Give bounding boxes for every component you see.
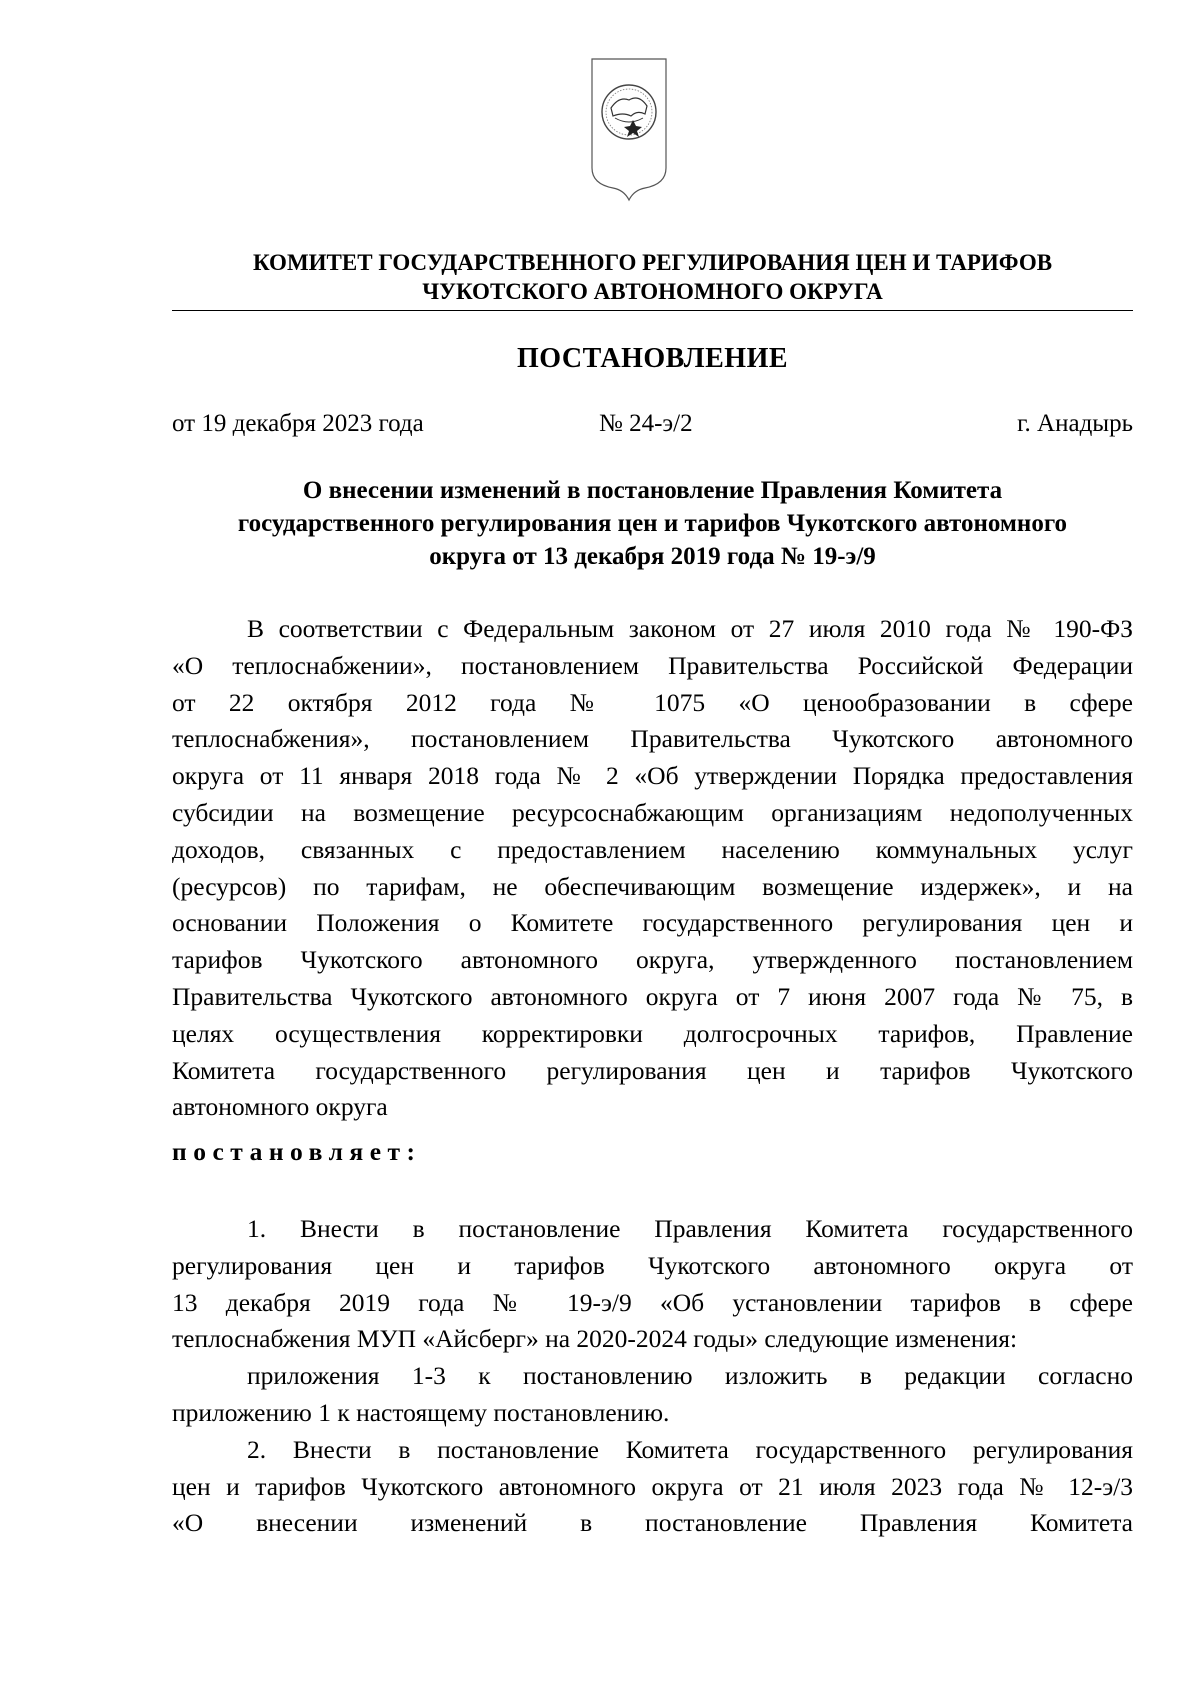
- title-line: О внесении изменений в постановление Правления Комитета: [302, 477, 1003, 504]
- text-line: регулирования цен и тарифов Чукотского автономного округа от: [172, 1250, 1133, 1280]
- text-line: «О внесении изменений в постановление Правления Комитета: [172, 1508, 1133, 1538]
- text-line: доходов, связанных с предоставлением населению коммунальных услуг: [172, 834, 1133, 864]
- authority-line-1: КОМИТЕТ ГОСУДАРСТВЕННОГО РЕГУЛИРОВАНИЯ ЦЕН И ТАРИФОВ: [252, 250, 1053, 275]
- document-meta: [172, 410, 1133, 442]
- text-line: приложению 1 к настоящему постановлению.: [172, 1397, 670, 1427]
- text-line: Правительства Чукотского автономного округа от 7 июня 2007 года № 75, в: [172, 981, 1133, 1011]
- text-line: приложения 1-3 к постановлению изложить в редакции согласно: [247, 1361, 1133, 1391]
- text-line: округа от 11 января 2018 года № 2 «Об утверждении Порядка предоставления: [172, 761, 1133, 791]
- text-line: (ресурсов) по тарифам, не обеспечивающим возмещение издержек», и на: [172, 871, 1133, 901]
- document-date: от 19 декабря 2023 года: [172, 410, 424, 437]
- text-line: основании Положения о Комитете государственного регулирования цен и: [172, 908, 1133, 938]
- text-line: автономного округа: [172, 1092, 388, 1122]
- issuing-authority: [172, 248, 1133, 306]
- text-line: Комитета государственного регулирования цен и тарифов Чукотского: [172, 1055, 1133, 1085]
- decree-word: постановляет:: [172, 1137, 422, 1166]
- text-line: теплоснабжения», постановлением Правительства Чукотского автономного: [172, 724, 1133, 754]
- coat-of-arms-icon: [589, 56, 669, 206]
- text-line: целях осуществления корректировки долгосрочных тарифов, Правление: [172, 1018, 1133, 1048]
- authority-line-2: ЧУКОТСКОГО АВТОНОМНОГО ОКРУГА: [422, 279, 883, 304]
- document-number: № 24-э/2: [599, 410, 693, 437]
- preamble-paragraph: [172, 611, 1133, 1126]
- text-line: 2. Внести в постановление Комитета государственного регулирования: [247, 1434, 1133, 1464]
- header-divider: [172, 310, 1133, 311]
- text-line: теплоснабжения МУП «Айсберг» на 2020-2024 годы» следующие изменения:: [172, 1324, 1018, 1354]
- text-line: 1. Внести в постановление Правления Комитета государственного: [247, 1214, 1133, 1243]
- text-line: цен и тарифов Чукотского автономного округа от 21 июля 2023 года № 12-э/3: [172, 1471, 1133, 1501]
- text-line: тарифов Чукотского автономного округа, утвержденного постановлением: [172, 945, 1133, 975]
- text-line: 13 декабря 2019 года № 19-э/9 «Об установлении тарифов в сфере: [172, 1287, 1133, 1317]
- text-line: В соответствии с Федеральным законом от 27 июля 2010 года № 190-ФЗ: [247, 614, 1133, 643]
- decree-items: [172, 1211, 1133, 1542]
- document-city: г. Анадырь: [1017, 410, 1133, 437]
- text-line: от 22 октября 2012 года № 1075 «О ценообразовании в сфере: [172, 687, 1133, 717]
- title-line: округа от 13 декабря 2019 года № 19-э/9: [429, 543, 876, 570]
- text-line: «О теплоснабжении», постановлением Правительства Российской Федерации: [172, 650, 1133, 680]
- document-title: [172, 474, 1133, 573]
- title-line: государственного регулирования цен и тарифов Чукотского автономного: [237, 510, 1068, 537]
- text-line: субсидии на возмещение ресурсоснабжающим организациям недополученных: [172, 797, 1133, 827]
- document-type: ПОСТАНОВЛЕНИЕ: [516, 343, 789, 374]
